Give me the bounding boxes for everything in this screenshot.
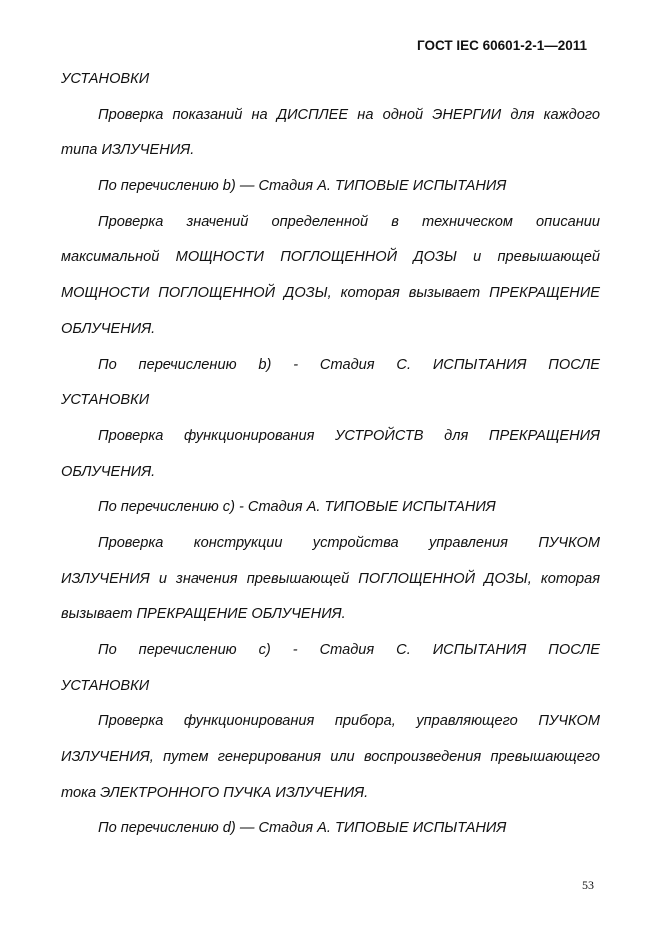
- document-body: [61, 62, 600, 847]
- paragraph: [61, 419, 600, 490]
- text-line: ОБЛУЧЕНИЯ.: [61, 320, 156, 337]
- text-line: типа ИЗЛУЧЕНИЯ.: [61, 142, 195, 159]
- text-line: Проверка значений определенной в техническом описании: [98, 213, 600, 230]
- text-line: ИЗЛУЧЕНИЯ, путем генерирования или воспроизведения превышающего: [61, 749, 600, 766]
- text-line: По перечислению с) - Стадия С. ИСПЫТАНИЯ ПОСЛЕ: [98, 642, 600, 658]
- text-line: По перечислению b) — Стадия А. ТИПОВЫЕ ИСПЫТАНИЯ: [98, 178, 507, 195]
- text-line: УСТАНОВКИ: [61, 71, 150, 87]
- paragraph: [61, 98, 600, 169]
- paragraph: [61, 348, 600, 419]
- text-line: УСТАНОВКИ: [61, 677, 150, 694]
- text-line: ИЗЛУЧЕНИЯ и значения превышающей ПОГЛОЩЕННОЙ ДОЗЫ, которая: [61, 570, 600, 587]
- text-line: По перечислению d) — Стадия А. ТИПОВЫЕ ИСПЫТАНИЯ: [98, 820, 507, 837]
- text-line: УСТАНОВКИ: [61, 392, 150, 409]
- paragraph: [61, 704, 600, 811]
- paragraph: [61, 633, 600, 704]
- paragraph: [61, 811, 600, 847]
- text-line: МОЩНОСТИ ПОГЛОЩЕННОЙ ДОЗЫ, которая вызывает ПРЕКРАЩЕНИЕ: [61, 285, 600, 302]
- document-header: ГОСТ IEC 60601-2-1—2011: [417, 38, 587, 53]
- paragraph: [61, 169, 600, 205]
- paragraph: [61, 205, 600, 348]
- page-number: 53: [582, 878, 594, 892]
- paragraph: [61, 490, 600, 526]
- text-line: Проверка конструкции устройства управления ПУЧКОМ: [98, 534, 600, 551]
- text-line: Проверка функционирования прибора, управляющего ПУЧКОМ: [98, 713, 600, 730]
- text-line: ОБЛУЧЕНИЯ.: [61, 463, 156, 480]
- text-line: По перечислению b) - Стадия С. ИСПЫТАНИЯ ПОСЛЕ: [98, 356, 600, 373]
- text-line: вызывает ПРЕКРАЩЕНИЕ ОБЛУЧЕНИЯ.: [61, 606, 346, 623]
- paragraph: [61, 526, 600, 633]
- text-line: тока ЭЛЕКТРОННОГО ПУЧКА ИЗЛУЧЕНИЯ.: [61, 784, 369, 801]
- text-line: Проверка функционирования УСТРОЙСТВ для ПРЕКРАЩЕНИЯ: [98, 427, 600, 444]
- paragraph: [61, 62, 600, 98]
- text-line: По перечислению с) - Стадия А. ТИПОВЫЕ ИСПЫТАНИЯ: [98, 499, 496, 516]
- text-line: Проверка показаний на ДИСПЛЕЕ на одной ЭНЕРГИИ для каждого: [98, 106, 600, 123]
- text-line: максимальной МОЩНОСТИ ПОГЛОЩЕННОЙ ДОЗЫ и превышающей: [61, 249, 600, 266]
